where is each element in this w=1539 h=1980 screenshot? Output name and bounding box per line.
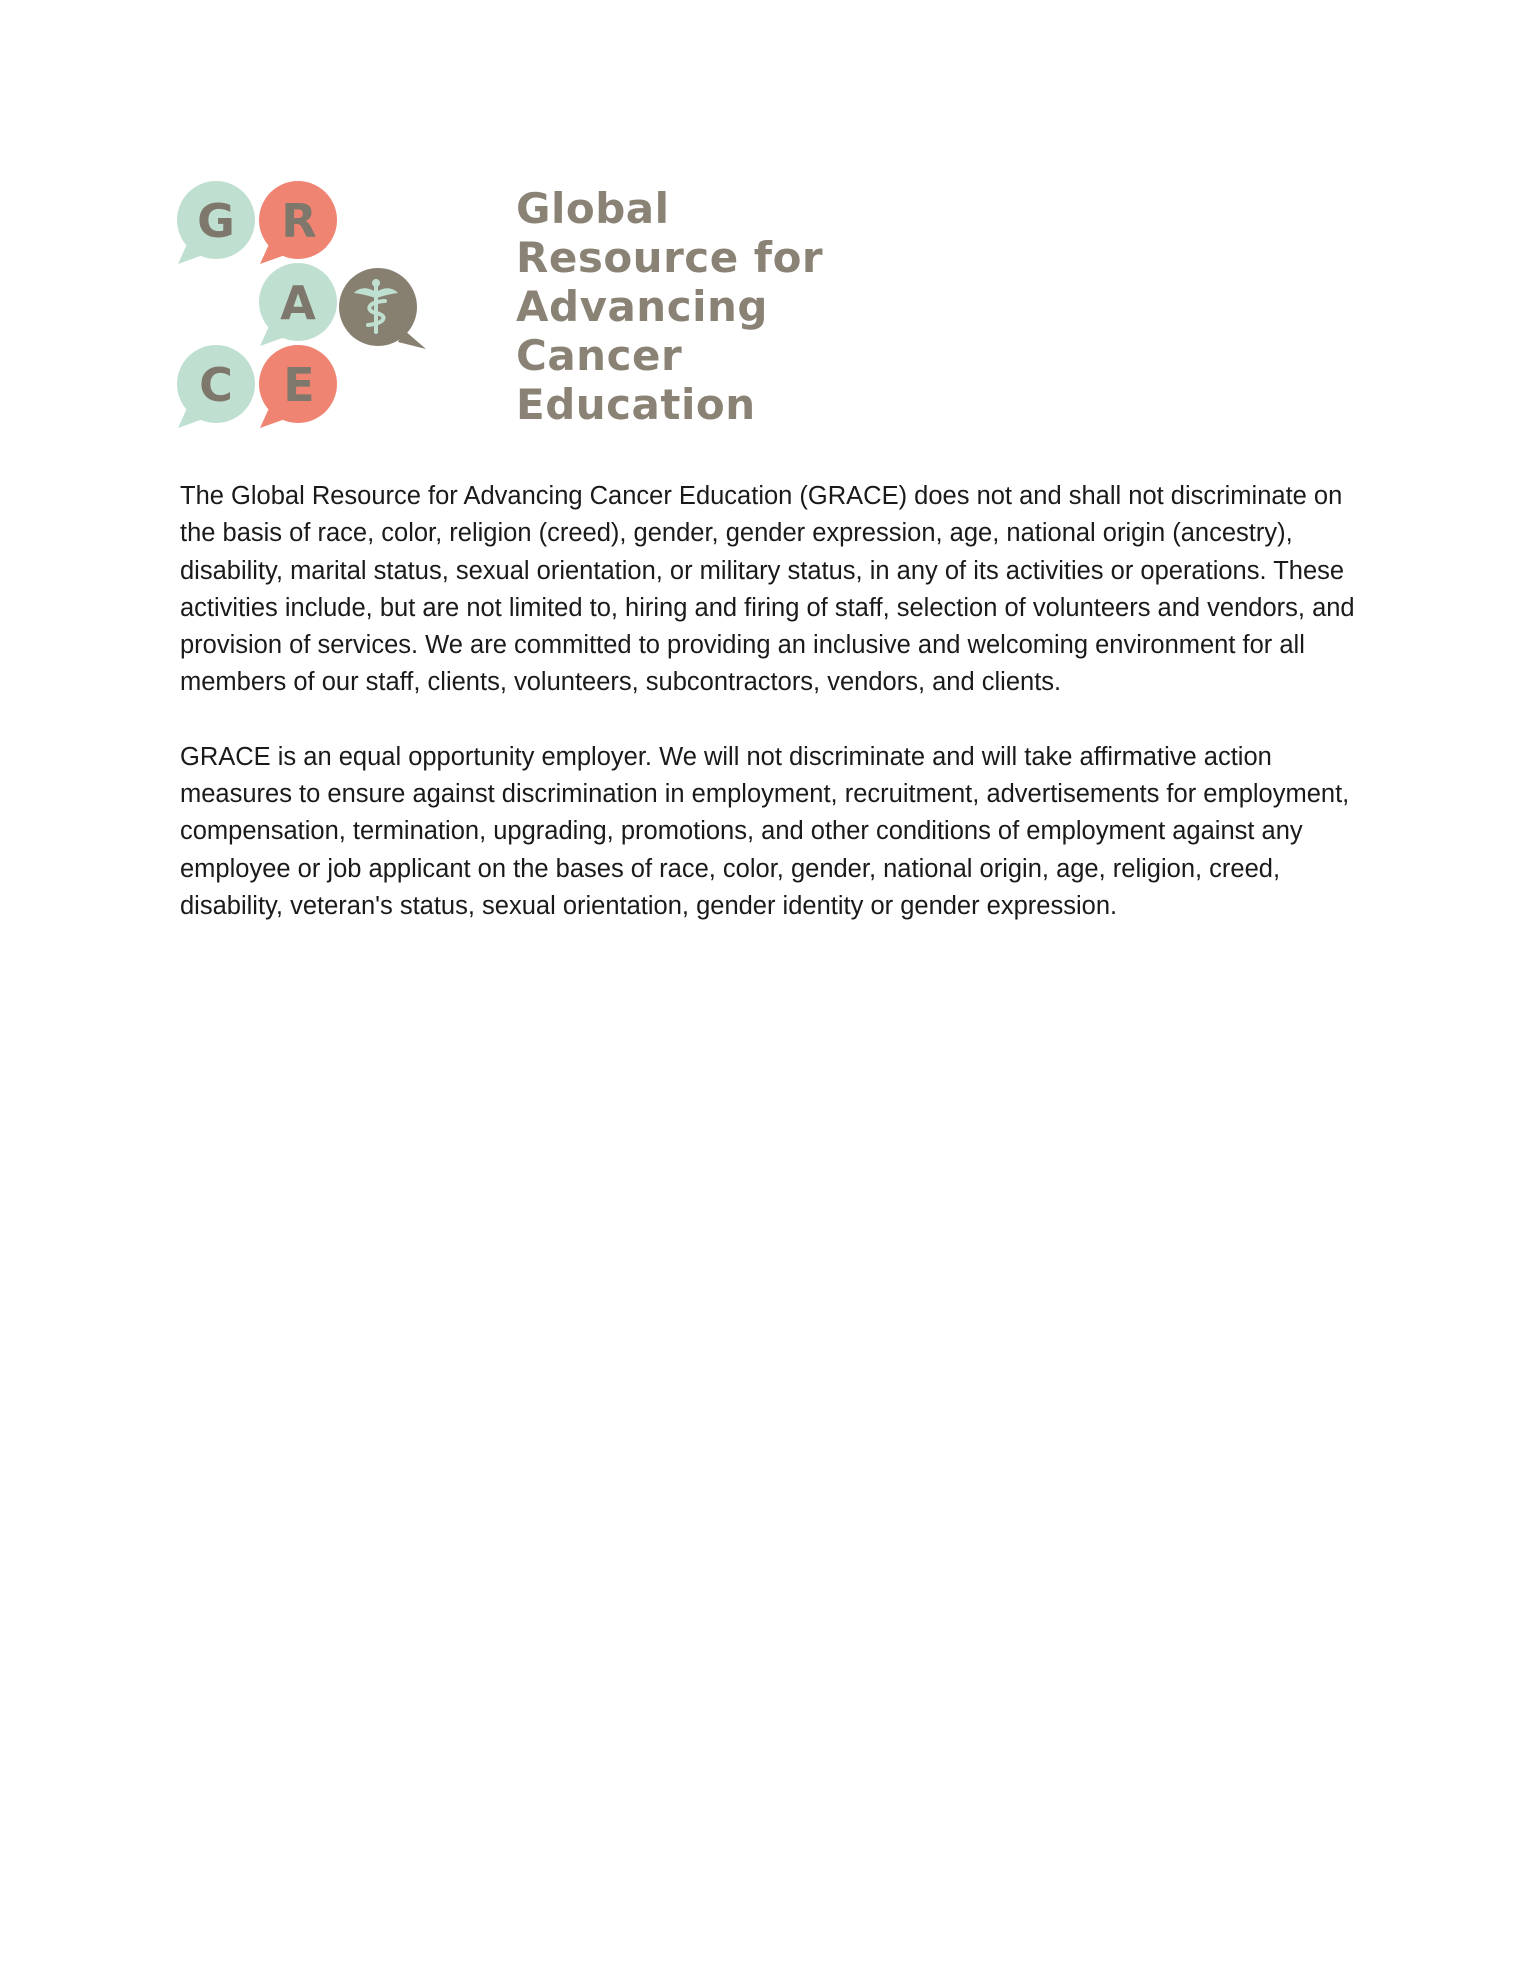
grace-logo-mark — [176, 180, 438, 440]
logo-letter-e: E — [283, 358, 315, 412]
wordmark-line: Resource for — [516, 233, 824, 282]
organization-name — [516, 184, 823, 429]
policy-statement — [180, 478, 1360, 962]
caduceus-icon — [339, 268, 426, 349]
logo-bubble-r — [259, 181, 337, 264]
grace-logo — [176, 180, 824, 440]
logo-letter-g: G — [197, 194, 235, 248]
logo-letter-c: C — [199, 358, 233, 412]
wordmark-line: Advancing — [516, 282, 768, 331]
equal-opportunity-paragraph: GRACE is an equal opportunity employer. We will not discriminate and will take affirmative action measures to ensure against discrimination in employment, recruitment, advertisements for employment, compensation, termination, upgrading, promotions, and other conditions of employment against any employee or job applicant on the bases of race, color, gender, national origin, age, religion, creed, disability, veteran's status, sexual orientation, gender identity or gender expression. — [180, 742, 1350, 920]
wordmark-line: Cancer — [516, 331, 683, 380]
logo-letter-a: A — [280, 276, 316, 330]
logo-bubble-a — [259, 263, 337, 346]
logo-bubble-c — [177, 345, 255, 428]
wordmark-line: Education — [516, 380, 756, 429]
non-discrimination-paragraph: The Global Resource for Advancing Cancer Education (GRACE) does not and shall not discriminate on the basis of race, color, religion (creed), gender, gender expression, age, national origin (ancestry), disability, marital status, sexual orientation, or military status, in any of its activities or operations. These activities include, but are not limited to, hiring and firing of staff, selection of volunteers and vendors, and provision of services. We are committed to providing an inclusive and welcoming environment for all members of our staff, clients, volunteers, subcontractors, vendors, and clients. — [180, 482, 1355, 697]
logo-bubble-e — [259, 345, 337, 428]
wordmark-line: Global — [516, 184, 670, 233]
logo-bubble-g — [177, 181, 255, 264]
logo-letter-r: R — [281, 194, 317, 248]
